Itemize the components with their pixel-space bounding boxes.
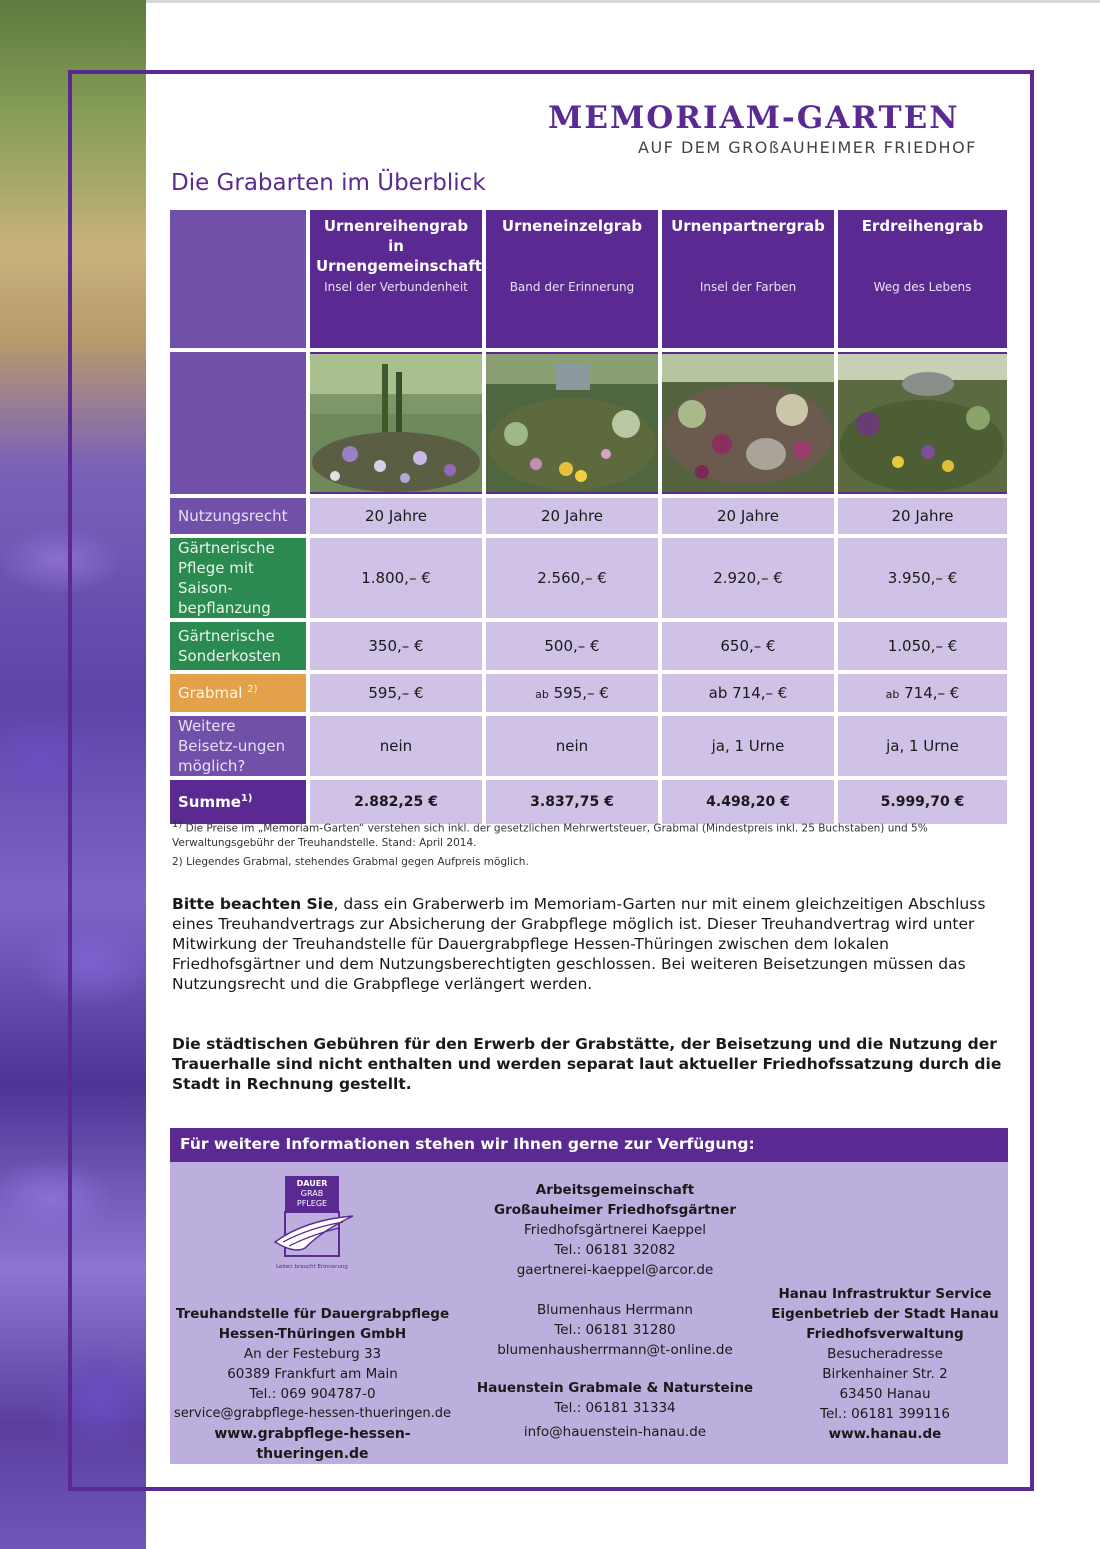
column-subtitle: Band der Erinnerung bbox=[509, 280, 635, 294]
table-cell: 2.882,25 € bbox=[310, 780, 482, 824]
contact-email[interactable]: gaertnerei-kaeppel@arcor.de bbox=[516, 1262, 714, 1278]
table-cell bbox=[838, 674, 1007, 712]
table-cell: 2.920,– € bbox=[662, 538, 834, 618]
footnote-marker: 1) bbox=[172, 819, 183, 830]
table-corner bbox=[170, 352, 306, 494]
contact-name: Hanau Infrastruktur Service bbox=[778, 1286, 992, 1302]
brand-subtitle: AUF DEM GROßAUHEIMER FRIEDHOF bbox=[638, 138, 977, 157]
column-header bbox=[662, 210, 834, 348]
summe-label: Summe bbox=[178, 793, 241, 811]
table-cell: 20 Jahre bbox=[838, 498, 1007, 534]
contact-name: Friedhofsverwaltung bbox=[806, 1326, 964, 1342]
table-cell: 4.498,20 € bbox=[662, 780, 834, 824]
row-label-grabmal bbox=[170, 674, 306, 712]
contact-street: An der Festeburg 33 bbox=[243, 1346, 382, 1362]
row-label-pflege: Gärtnerische Pflege mit Saison-bepflanzung bbox=[170, 538, 306, 618]
table-cell: 20 Jahre bbox=[486, 498, 658, 534]
contact-col-hanau bbox=[770, 1284, 1000, 1444]
contact-name: Friedhofsgärtnerei Kaeppel bbox=[523, 1222, 707, 1238]
table-cell: 650,– € bbox=[662, 622, 834, 670]
top-divider bbox=[146, 0, 1100, 3]
price-table bbox=[166, 206, 1011, 828]
table-cell: 1.800,– € bbox=[310, 538, 482, 618]
column-subtitle: Insel der Verbundenheit bbox=[324, 280, 468, 294]
table-cell: nein bbox=[310, 716, 482, 776]
column-title: Erdreihengrab bbox=[861, 217, 984, 235]
table-cell: nein bbox=[486, 716, 658, 776]
contact-tel: Tel.: 06181 31280 bbox=[554, 1322, 676, 1338]
row-label-sonderkosten: Gärtnerische Sonderkosten bbox=[170, 622, 306, 670]
brand-title: MEMORIAM-GARTEN bbox=[548, 100, 960, 136]
contact-box bbox=[170, 1128, 1008, 1464]
logo-line-2: GRAB bbox=[300, 1189, 324, 1198]
column-title: Urnenreihengrab in Urnengemeinschaft bbox=[316, 217, 482, 275]
table-cell bbox=[486, 674, 658, 712]
notice-text: , dass ein Graberwerb im Memoriam-Garten nur mit einem gleichzeitigen Abschluss eines Treuhandvertrags zur Absicherung der Grabpflege möglich ist. Dieser Treuhandvertrag wird unter Mitwirkung der Treuhandstelle für Dauergrabpflege Hessen-Thüringen zwischen dem lokalen Friedhofsgärtner und dem Nutzungsberechtigten geschlossen. Bei weiteren Beisetzungen müssen das Nutzungsrecht und die Grabpflege verlängert werden. bbox=[172, 895, 986, 993]
contact-name: Blumenhaus Herrmann bbox=[537, 1302, 693, 1318]
column-title: Urnenpartnergrab bbox=[671, 217, 825, 235]
contact-tel: Tel.: 06181 32082 bbox=[554, 1242, 676, 1258]
logo-tagline: Leben braucht Erinnerung bbox=[276, 1264, 348, 1270]
grave-photo bbox=[838, 352, 1007, 494]
table-cell: 3.950,– € bbox=[838, 538, 1007, 618]
contact-email[interactable]: blumenhausherrmann@t-online.de bbox=[497, 1342, 733, 1358]
logo-line-3: PFLEGE bbox=[296, 1199, 328, 1208]
table-cell: ab 714,– € bbox=[662, 674, 834, 712]
table-cell: ja, 1 Urne bbox=[662, 716, 834, 776]
section-title: Die Grabarten im Überblick bbox=[171, 170, 486, 196]
contact-tel: Tel.: 069 904787-0 bbox=[249, 1386, 376, 1402]
column-subtitle: Insel der Farben bbox=[699, 280, 797, 294]
footnote-1 bbox=[172, 818, 992, 850]
contact-name: Hauenstein Grabmale & Natursteine bbox=[476, 1380, 754, 1396]
grave-photo bbox=[310, 352, 482, 494]
contact-city: 63450 Hanau bbox=[839, 1386, 931, 1402]
notice-paragraph bbox=[172, 894, 1010, 994]
contact-web-link[interactable]: www.grabpflege-hessen-thueringen.de bbox=[214, 1426, 411, 1462]
contact-org: Großauheimer Friedhofsgärtner bbox=[494, 1202, 736, 1218]
dauergrabpflege-logo-icon bbox=[265, 1172, 360, 1272]
contact-web-link[interactable]: www.hanau.de bbox=[828, 1426, 942, 1442]
table-cell: 20 Jahre bbox=[662, 498, 834, 534]
contact-email[interactable]: service@grabpflege-hessen-thueringen.de bbox=[173, 1406, 452, 1421]
contact-col-treuhand bbox=[170, 1304, 455, 1464]
table-cell: 3.837,75 € bbox=[486, 780, 658, 824]
contact-name: Hessen-Thüringen GmbH bbox=[218, 1326, 407, 1342]
contact-tel: Tel.: 06181 31334 bbox=[554, 1400, 676, 1416]
contact-name: Eigenbetrieb der Stadt Hanau bbox=[771, 1306, 999, 1322]
contact-email[interactable]: info@hauenstein-hanau.de bbox=[523, 1424, 707, 1440]
logo-line-1: DAUER bbox=[296, 1179, 328, 1188]
table-cell: 500,– € bbox=[486, 622, 658, 670]
ab-prefix: ab bbox=[885, 688, 900, 701]
column-title: Urneneinzelgrab bbox=[501, 217, 643, 235]
contact-tel: Tel.: 06181 399116 bbox=[820, 1406, 950, 1422]
table-cell: ja, 1 Urne bbox=[838, 716, 1007, 776]
price-value: 714,– € bbox=[904, 684, 960, 702]
contact-name: Treuhandstelle für Dauergrabpflege bbox=[175, 1306, 450, 1322]
table-cell: 5.999,70 € bbox=[838, 780, 1007, 824]
grave-photo bbox=[662, 352, 834, 494]
table-cell: 20 Jahre bbox=[310, 498, 482, 534]
footnote-marker: 2) bbox=[247, 684, 258, 695]
grave-photo bbox=[486, 352, 658, 494]
column-header bbox=[838, 210, 1007, 348]
contact-heading: Für weitere Informationen stehen wir Ihnen gerne zur Verfügung: bbox=[170, 1128, 1008, 1162]
table-cell: 350,– € bbox=[310, 622, 482, 670]
footnote-2: 2) Liegendes Grabmal, stehendes Grabmal gegen Aufpreis möglich. bbox=[172, 856, 529, 868]
table-cell: 2.560,– € bbox=[486, 538, 658, 618]
contact-street: Birkenhainer Str. 2 bbox=[822, 1366, 948, 1382]
column-subtitle: Weg des Lebens bbox=[873, 280, 972, 294]
row-label-nutzungsrecht: Nutzungsrecht bbox=[170, 498, 306, 534]
ab-prefix: ab bbox=[535, 688, 549, 701]
contact-city: 60389 Frankfurt am Main bbox=[227, 1366, 398, 1382]
grabmal-label: Grabmal bbox=[178, 684, 243, 702]
table-cell: 1.050,– € bbox=[838, 622, 1007, 670]
footnote-marker: 1) bbox=[240, 793, 253, 804]
column-header bbox=[310, 210, 482, 348]
contact-org: Arbeitsgemeinschaft bbox=[535, 1182, 695, 1198]
table-cell: 595,– € bbox=[310, 674, 482, 712]
footnote-1-text: Die Preise im „Memoriam-Garten“ verstehen sich inkl. der gesetzlichen Mehrwertsteuer, Grabmal (Mindestpreis inkl. 25 Buchstaben) und 5% Verwaltungsgebühr der Treuhandstelle. Stand: April 2014. bbox=[172, 822, 928, 849]
column-header bbox=[486, 210, 658, 348]
contact-col-gaertner bbox=[460, 1180, 770, 1442]
table-corner bbox=[170, 210, 306, 348]
notice-lead: Bitte beachten Sie bbox=[172, 895, 334, 913]
price-value: 595,– € bbox=[553, 684, 609, 702]
row-label-weitere: Weitere Beisetz-ungen möglich? bbox=[170, 716, 306, 776]
fees-paragraph: Die städtischen Gebühren für den Erwerb der Grabstätte, der Beisetzung und die Nutzung der Trauerhalle sind nicht enthalten und werden separat laut aktueller Friedhofssatzung durch die Stadt in Rechnung gestellt. bbox=[172, 1035, 1002, 1093]
contact-visit-label: Besucheradresse bbox=[827, 1346, 943, 1362]
